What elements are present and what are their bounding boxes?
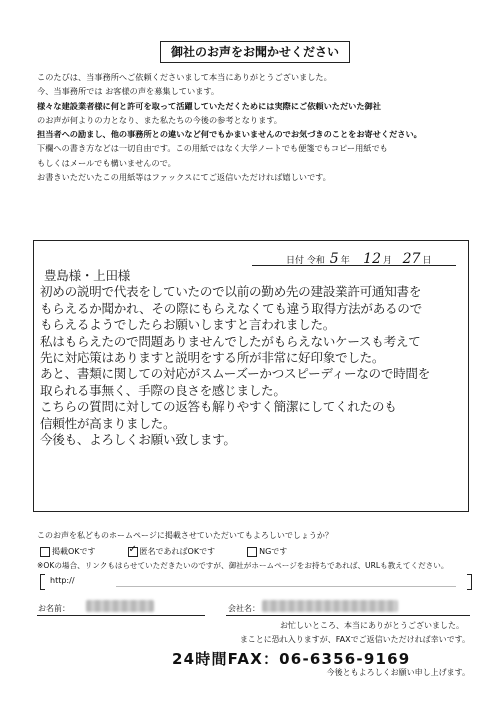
intro-line: 様々な建設業者様に何と許可を取って活躍していただくためには実際にご依頼いただいた御社 xyxy=(37,100,381,111)
url-input-line[interactable] xyxy=(116,586,456,587)
handwritten-line: 私はもらえたので問題ありませんでしたがもらえないケースも考えて xyxy=(40,333,421,349)
company-value-redacted xyxy=(262,600,398,612)
bracket-left xyxy=(40,574,45,590)
handwritten-line: 初めの説明で代表をしていたので以前の勤め先の建設業許可通知書を xyxy=(40,284,422,300)
date-underline xyxy=(252,265,456,266)
name-underline xyxy=(37,615,205,616)
date-day-unit: 日 xyxy=(422,256,432,266)
date-month: 12 xyxy=(363,251,381,267)
handwritten-line: 豊島様・上田様 xyxy=(44,268,131,283)
url-field[interactable] xyxy=(40,574,472,590)
consent-option[interactable] xyxy=(40,546,96,557)
checkbox[interactable] xyxy=(247,547,257,557)
intro-line: このたびは、当事務所へご依頼くださいまして本当にありがとうございました。 xyxy=(37,72,332,82)
intro-line: お書きいただいたこの用紙等はファックスにてご返信いただければ嬉しいです。 xyxy=(37,172,331,183)
intro-line: 今、当事務所では お客様の声を募集しています。 xyxy=(37,86,220,97)
consent-option[interactable] xyxy=(247,546,287,557)
url-prefix: http:// xyxy=(50,576,75,585)
thanks-line-3: 今後ともよろしくお願い申し上げます。 xyxy=(326,668,470,677)
consent-question: このお声を私どものホームページに掲載させていただいてもよろしいでしょうか？ xyxy=(37,531,333,540)
handwritten-line: もらえるようでしたらお願いしますと言われました。 xyxy=(40,317,336,333)
intro-line: 担当者への励まし、他の事務所との違いなど何でもかまいませんのでお気づきのことをお寄せください。 xyxy=(37,129,422,140)
handwritten-comment xyxy=(40,268,462,448)
fax-number: 24時間FAX：06-6356-9169 xyxy=(172,650,411,668)
consent-option-label: 匿名であればOKです xyxy=(139,547,216,556)
intro-line: 下欄への書き方などは一切自由です。この用紙ではなく大学ノートでも便箋でもコピー用紙でも xyxy=(37,143,388,154)
handwritten-line: あと、書類に関しての対応がスムーズーかつスピーディーなので時間を xyxy=(40,366,430,382)
checkbox[interactable] xyxy=(40,547,50,557)
name-label: お名前： xyxy=(38,604,70,613)
handwritten-line: もらえるか聞かれ、その際にもらえなくても違う取得方法があるので xyxy=(40,300,422,316)
handwritten-line: 信頼性が高まりました。 xyxy=(40,415,176,431)
company-label: 会社名： xyxy=(228,604,260,613)
handwritten-line: 先に対応策はありますと説明をする所が非常に好印象でした。 xyxy=(40,349,385,365)
date-year: 5 xyxy=(329,251,339,267)
thanks-line-2: まことに恐れ入りますが、FAXでご返信いただければ幸いです。 xyxy=(239,635,470,644)
intro-text xyxy=(37,70,477,184)
date-day: 27 xyxy=(402,251,421,267)
handwritten-line: 取られる事無く、手際の良さを感じました。 xyxy=(40,382,286,398)
consent-options xyxy=(40,546,287,557)
bracket-right xyxy=(467,574,472,590)
form-title: 御社のお声をお聞かせください xyxy=(160,41,350,63)
consent-option[interactable] xyxy=(128,546,216,557)
name-value-redacted xyxy=(86,600,154,612)
checkbox[interactable] xyxy=(128,547,138,557)
thanks-line-1: お忙しいところ、本当にありがとうございました。 xyxy=(280,621,464,630)
date-era: 令和 xyxy=(306,256,325,266)
date-month-unit: 月 xyxy=(383,256,393,266)
handwritten-line: こちらの質問に対しての返答も解りやすく簡潔にしてくれたのも xyxy=(40,399,397,415)
intro-line: もしくはメールでも構いませんので。 xyxy=(37,157,176,168)
handwritten-line: 今後も、よろしくお願い致します。 xyxy=(40,431,236,447)
intro-line: のお声が何よりの力となり、また私たちの今後の参考となります。 xyxy=(37,114,282,125)
consent-option-label: 掲載OKです xyxy=(52,547,96,556)
date-year-unit: 年 xyxy=(340,256,350,266)
url-note: ※OKの場合、リンクもはらせていただきたいのですが、御社がホームページをお持ちであれば、URLも教えてください。 xyxy=(37,561,449,570)
company-underline xyxy=(226,615,470,616)
consent-option-label: NGです xyxy=(259,547,288,556)
date-label: 日付 xyxy=(286,256,305,266)
